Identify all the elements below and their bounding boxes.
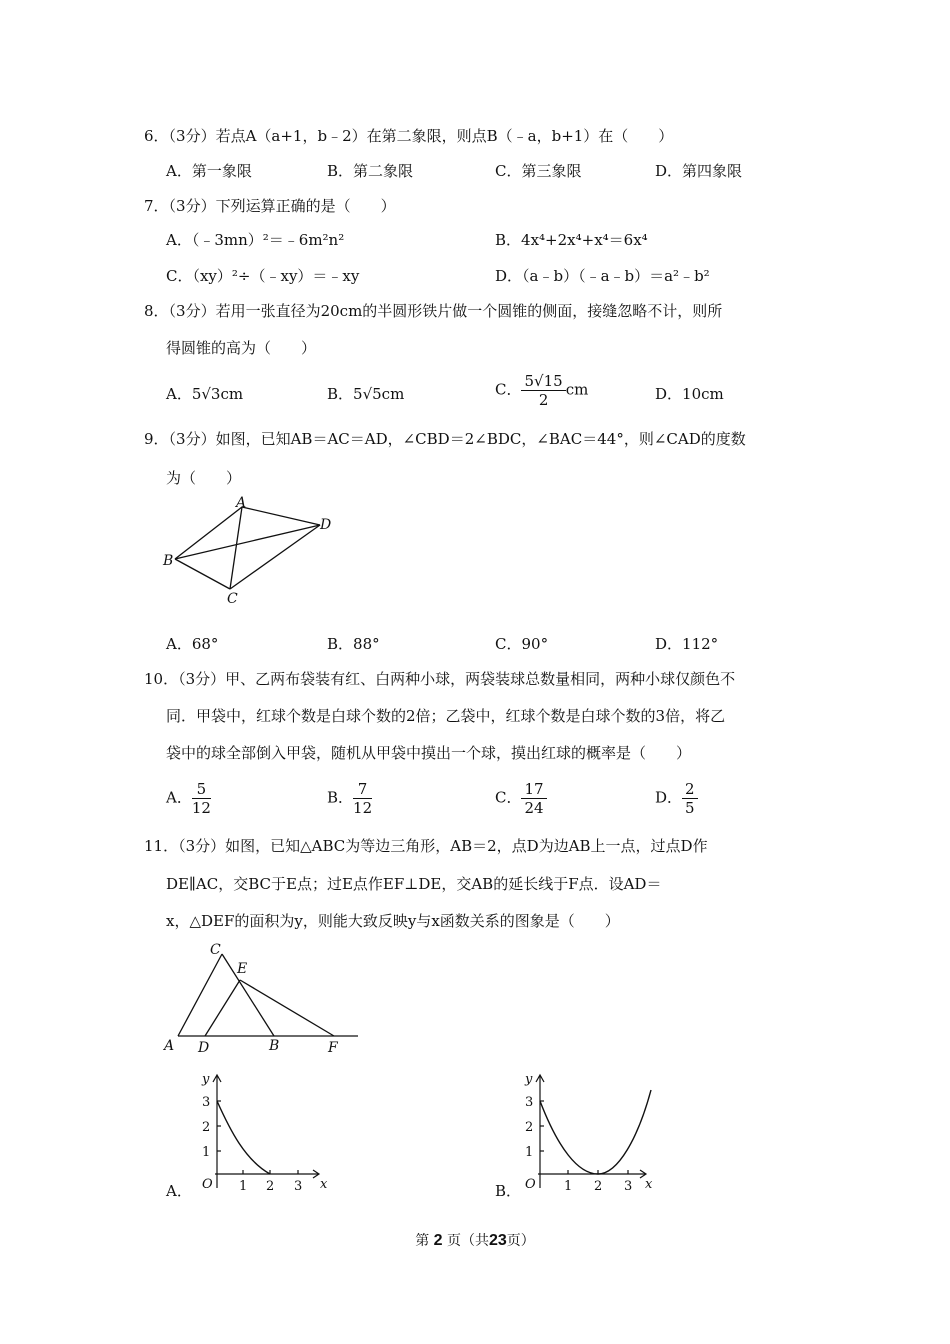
- q7-option-d: D．（a﹣b）（﹣a﹣b）＝a²﹣b²: [495, 267, 710, 285]
- q11-graph-a-ytick-1: 1: [202, 1145, 211, 1160]
- q6-option-b: B．第二象限: [327, 162, 414, 180]
- q9-option-a: A．68°: [166, 635, 219, 653]
- q8-option-c-fraction: [521, 372, 565, 409]
- q11-label-b: B: [269, 1038, 280, 1054]
- footer-total-pages: 23: [489, 1232, 507, 1249]
- q9-option-d: D．112°: [655, 635, 719, 653]
- q6-stem: 6．（3分）若点A（a+1，b﹣2）在第二象限，则点B（﹣a，b+1）在（ ）: [144, 127, 674, 145]
- q10-option-d-denominator: 5: [685, 799, 695, 817]
- q8-option-c-unit: cm: [565, 380, 589, 399]
- q10-option-a-numerator: 5: [192, 780, 211, 799]
- q9-stem-line1: 9．（3分）如图，已知AB＝AC＝AD，∠CBD＝2∠BDC，∠BAC＝44°，则∠CAD的度数: [144, 430, 746, 448]
- q10-stem-line3: 袋中的球全部倒入甲袋，随机从甲袋中摸出一个球，摸出红球的概率是（ ）: [166, 744, 692, 762]
- q11-graph-b-ytick-3: 3: [525, 1095, 534, 1110]
- footer-suffix: 页）: [506, 1233, 535, 1249]
- q8-option-c-label: C．: [495, 380, 522, 399]
- q9-label-b: B: [163, 553, 174, 569]
- q11-label-d: D: [198, 1040, 210, 1056]
- q7-stem: 7．（3分）下列运算正确的是（ ）: [144, 197, 396, 215]
- q9-figure-quadrilateral: [160, 495, 340, 610]
- q9-option-b: B．88°: [327, 635, 380, 653]
- q10-option-c-denominator: 24: [524, 799, 544, 817]
- q11-label-c: C: [210, 942, 221, 958]
- q11-graph-a-ytick-3: 3: [202, 1095, 211, 1110]
- q11-graph-b-label: B．: [495, 1182, 522, 1200]
- q8-option-c-denominator: 2: [538, 391, 549, 409]
- q9-option-c: C．90°: [495, 635, 549, 653]
- q11-graph-b-ytick-2: 2: [525, 1120, 534, 1135]
- q11-graph-b-y-label: y: [525, 1072, 533, 1087]
- q11-graph-a-ytick-2: 2: [202, 1120, 211, 1135]
- q11-stem-line1: 11．（3分）如图，已知△ABC为等边三角形，AB＝2，点D为边AB上一点，过点D作: [144, 837, 708, 855]
- q8-option-c: [495, 372, 588, 409]
- q10-option-b-numerator: 7: [353, 780, 372, 799]
- footer-prefix: 第: [415, 1233, 430, 1249]
- q9-label-c: C: [227, 591, 238, 607]
- q10-stem-line2: 同．甲袋中，红球个数是白球个数的2倍；乙袋中，红球个数是白球个数的3倍，将乙: [166, 707, 726, 725]
- q11-graph-a: [190, 1068, 340, 1198]
- page-footer: [0, 1230, 950, 1250]
- q11-graph-a-origin: O: [202, 1177, 213, 1192]
- q9-stem-line2: 为（ ）: [166, 469, 242, 487]
- q10-option-b: [327, 780, 372, 817]
- q11-graph-b-origin: O: [525, 1177, 536, 1192]
- q10-option-d-label: D．: [655, 788, 683, 807]
- q11-graph-a-x-label: x: [320, 1177, 328, 1192]
- q11-graph-b: [513, 1068, 663, 1198]
- q10-option-a-denominator: 12: [191, 799, 211, 817]
- q11-stem-line2: DE∥AC，交BC于E点；过E点作EF⊥DE，交AB的延长线于F点．设AD＝: [166, 875, 662, 893]
- q10-option-b-label: B．: [327, 788, 354, 807]
- q10-option-a: [166, 780, 211, 817]
- q11-graph-a-y-label: y: [202, 1072, 210, 1087]
- q11-graph-b-x-label: x: [645, 1177, 653, 1192]
- q10-option-d-fraction: [682, 780, 698, 817]
- q8-option-c-numerator: 5√15: [521, 372, 565, 391]
- q11-graph-b-xtick-1: 1: [564, 1179, 573, 1194]
- q11-graph-b-ytick-1: 1: [525, 1145, 534, 1160]
- footer-page-number: 2: [433, 1232, 443, 1249]
- q8-option-d: D．10cm: [655, 385, 724, 403]
- q10-option-c: [495, 780, 547, 817]
- q8-stem-line2: 得圆锥的高为（ ）: [166, 339, 317, 357]
- q11-label-f: F: [328, 1040, 338, 1056]
- q10-stem-line1: 10．（3分）甲、乙两布袋装有红、白两种小球，两袋装球总数量相同，两种小球仅颜色不: [144, 670, 736, 688]
- q11-graph-a-xtick-2: 2: [266, 1179, 275, 1194]
- q10-option-a-fraction: [192, 780, 211, 817]
- q10-option-b-fraction: [353, 780, 372, 817]
- q10-option-b-denominator: 12: [353, 799, 373, 817]
- q10-option-a-label: A．: [166, 788, 192, 807]
- q7-option-c: C．（xy）²÷（﹣xy）＝﹣xy: [166, 267, 360, 285]
- q11-label-a: A: [164, 1038, 175, 1054]
- q7-option-b: B．4x⁴+2x⁴+x⁴＝6x⁴: [495, 231, 648, 249]
- q10-option-d: [655, 780, 698, 817]
- q11-graph-a-xtick-1: 1: [239, 1179, 248, 1194]
- q10-option-c-label: C．: [495, 788, 522, 807]
- q11-stem-line3: x，△DEF的面积为y，则能大致反映y与x函数关系的图象是（ ）: [166, 912, 620, 930]
- q11-graph-b-xtick-2: 2: [594, 1179, 603, 1194]
- q6-option-c: C．第三象限: [495, 162, 582, 180]
- q10-option-c-fraction: [521, 780, 546, 817]
- q11-graph-a-xtick-3: 3: [294, 1179, 303, 1194]
- q8-option-a: A．5√3cm: [166, 385, 244, 403]
- q6-option-a: A．第一象限: [166, 162, 252, 180]
- q8-option-b: B．5√5cm: [327, 385, 405, 403]
- q10-option-c-numerator: 17: [521, 780, 546, 799]
- q11-figure-triangle: [160, 938, 365, 1058]
- q8-stem-line1: 8．（3分）若用一张直径为20cm的半圆形铁片做一个圆锥的侧面，接缝忽略不计，则所: [144, 302, 723, 320]
- q7-option-a: A．（﹣3mn）²＝﹣6m²n²: [166, 231, 345, 249]
- q11-graph-b-xtick-3: 3: [624, 1179, 633, 1194]
- footer-mid: 页（共: [447, 1233, 489, 1249]
- q9-label-a: A: [236, 495, 247, 511]
- q6-option-d: D．第四象限: [655, 162, 743, 180]
- q11-graph-a-label: A．: [166, 1182, 192, 1200]
- q11-label-e: E: [237, 961, 248, 977]
- q10-option-d-numerator: 2: [682, 780, 698, 799]
- q9-label-d: D: [320, 517, 332, 533]
